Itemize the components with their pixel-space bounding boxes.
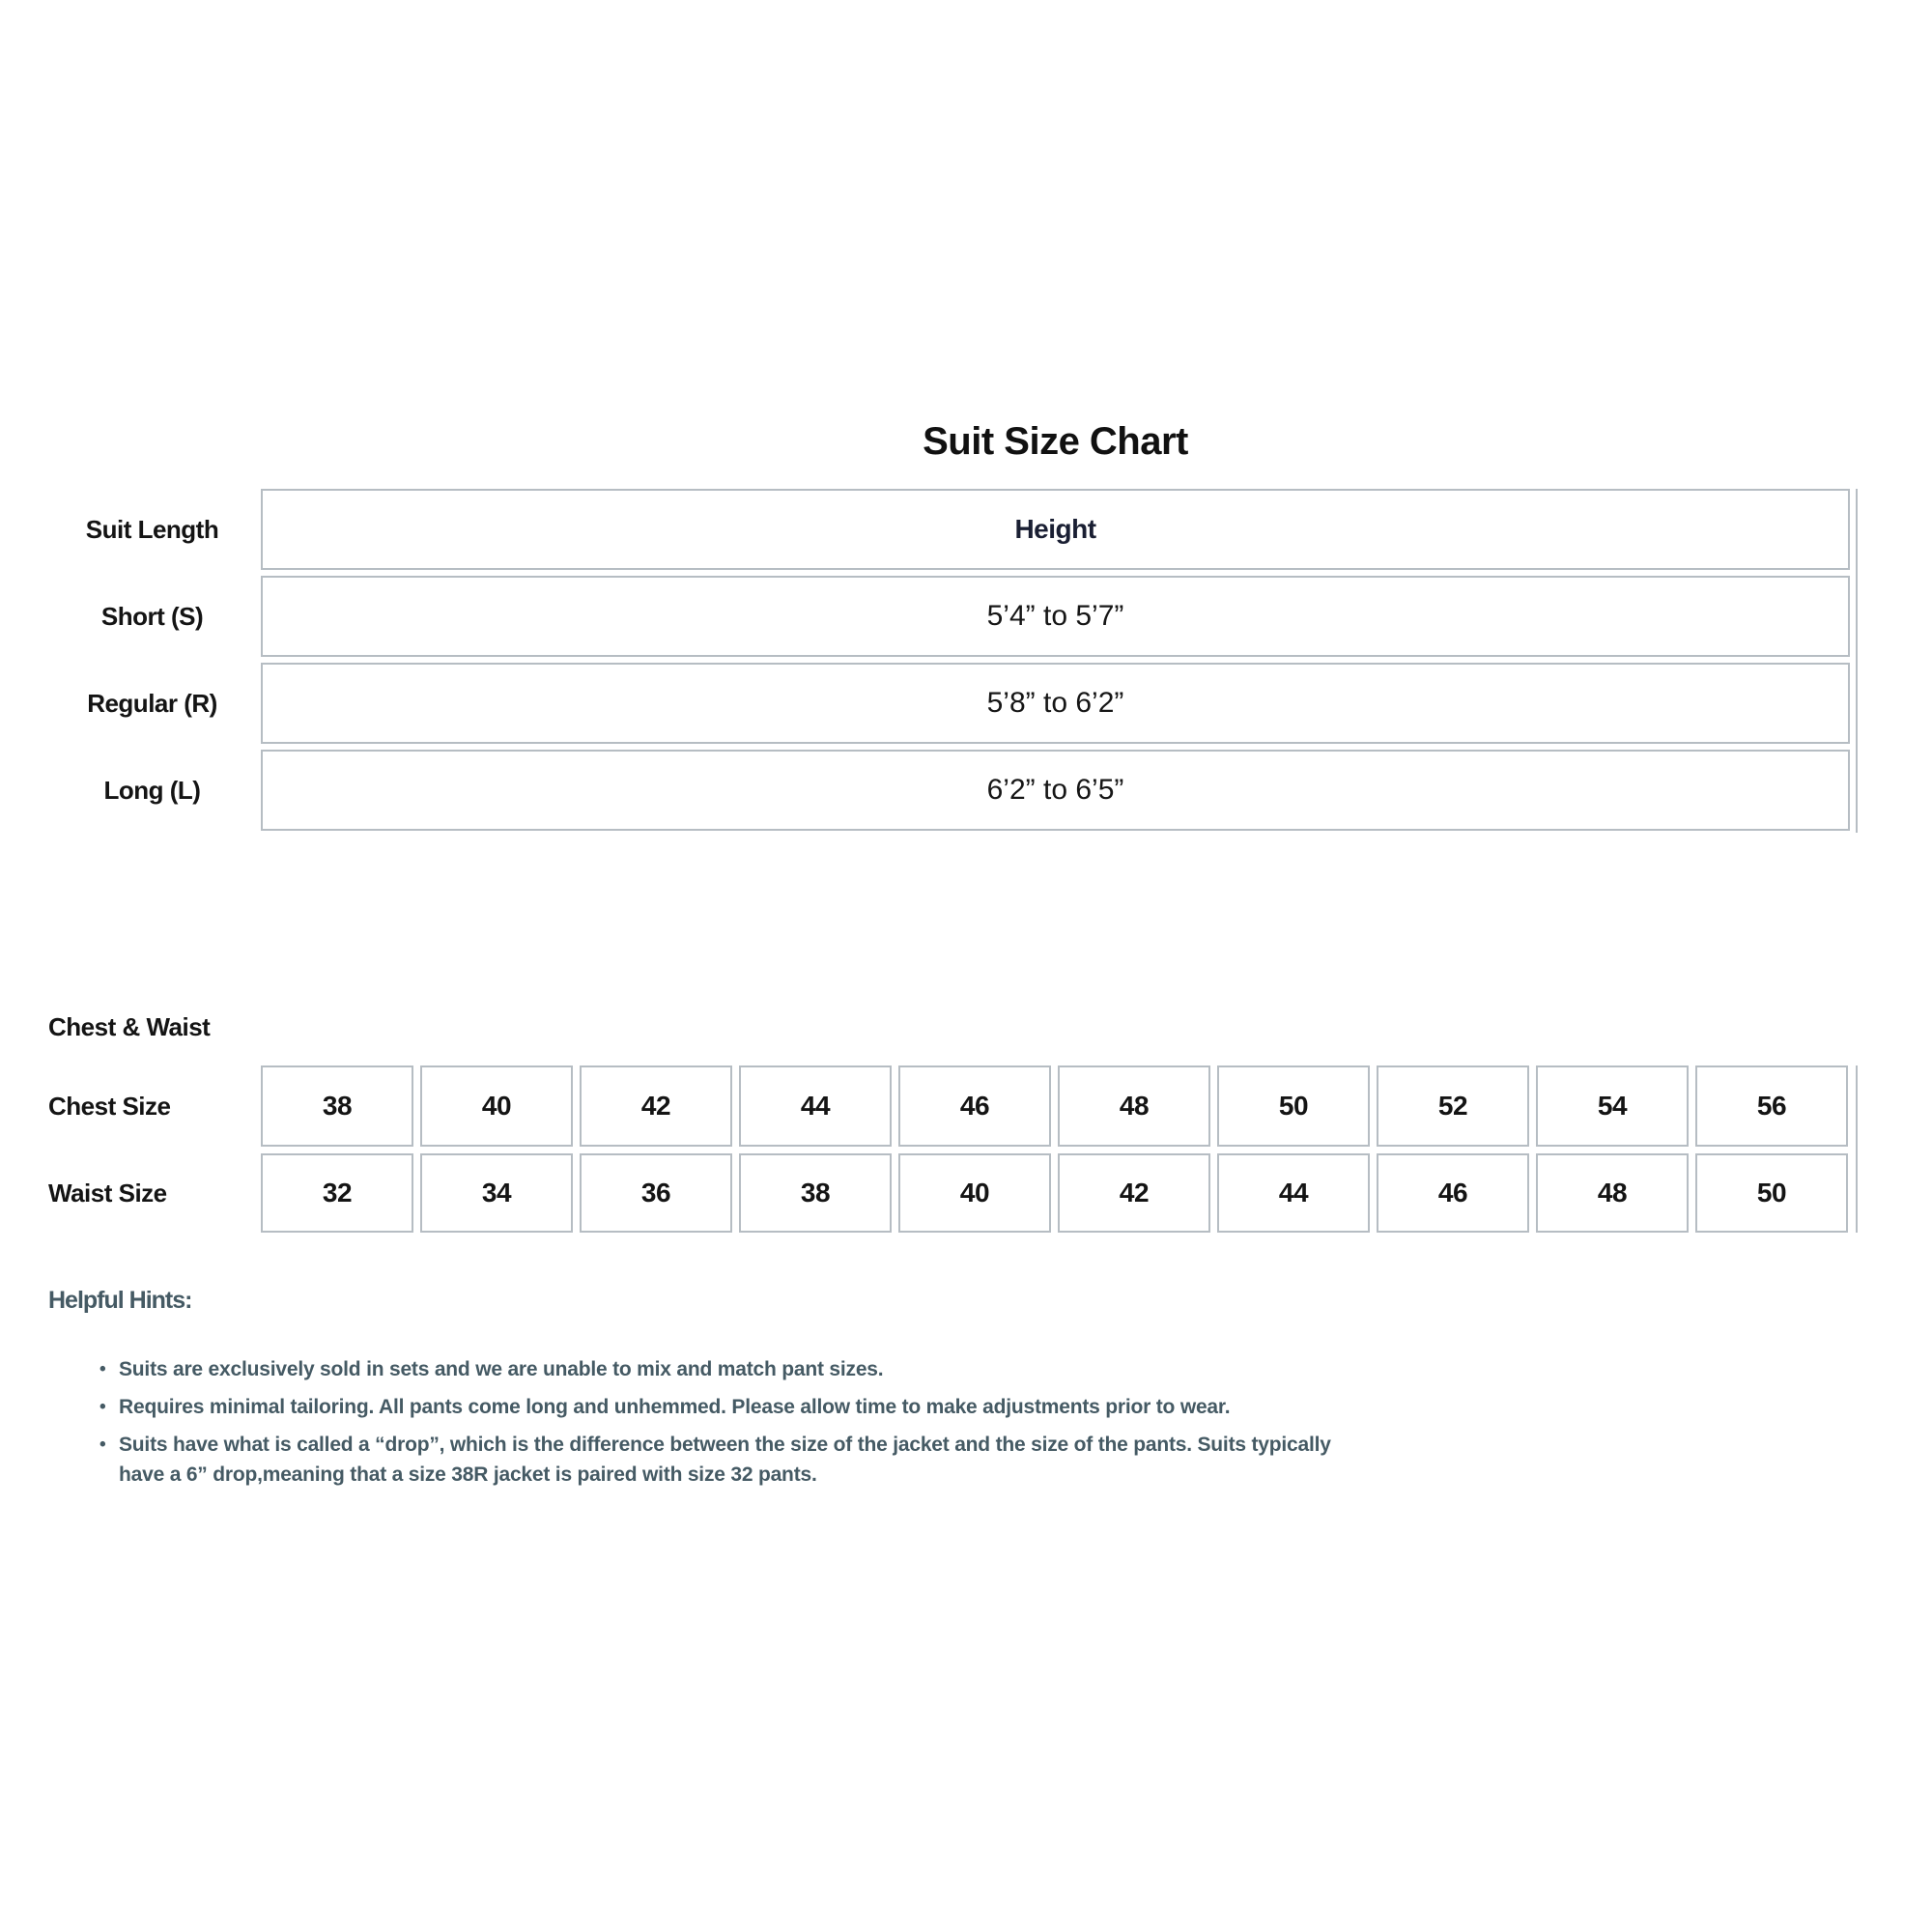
hint-text: Suits have what is called a “drop”, which is the difference between the size of the jacket and the size of the pants. Suits typically [119,1434,1331,1456]
bullet-icon: • [99,1359,106,1379]
chest-size-cell: 38 [261,1065,413,1147]
row-label-short: Short (S) [100,601,204,631]
chest-size-cell: 44 [739,1065,892,1147]
chest-size-cell: 42 [580,1065,732,1147]
row-label-regular: Regular (R) [87,688,217,718]
height-range-short: 5’4” to 5’7” [986,600,1124,632]
height-column-header: Height [1014,514,1096,544]
page-title: Suit Size Chart [923,420,1188,463]
waist-size-cell: 32 [261,1153,413,1233]
table-row-short [261,576,1850,657]
waist-size-cell: 40 [898,1153,1051,1233]
chest-size-cell: 54 [1536,1065,1689,1147]
chest-size-cell: 50 [1217,1065,1370,1147]
table-right-border [1856,489,1858,833]
hint-text: have a 6” drop,meaning that a size 38R jacket is paired with size 32 pants. [119,1463,817,1486]
waist-size-row-label: Waist Size [48,1178,167,1208]
waist-size-cell: 38 [739,1153,892,1233]
helpful-hints-heading: Helpful Hints: [48,1287,192,1314]
waist-size-cell: 46 [1377,1153,1529,1233]
chest-size-cell: 46 [898,1065,1051,1147]
chest-waist-section-label: Chest & Waist [48,1012,211,1041]
chest-size-cell: 52 [1377,1065,1529,1147]
table-row-regular [261,663,1850,744]
waist-size-cell: 36 [580,1153,732,1233]
waist-size-cell: 34 [420,1153,573,1233]
chest-size-row [261,1065,1857,1147]
hint-text: Suits are exclusively sold in sets and we are unable to mix and match pant sizes. [119,1358,884,1380]
waist-size-row [261,1153,1857,1233]
hint-item [99,1354,1645,1384]
waist-size-cell: 50 [1695,1153,1848,1233]
row-label-long: Long (L) [103,775,201,805]
height-range-long: 6’2” to 6’5” [986,774,1124,806]
bullet-icon: • [99,1397,106,1417]
bullet-icon: • [99,1435,106,1455]
suit-length-header-label: Suit Length [85,514,219,544]
table-row-height-header [261,489,1850,570]
chest-size-cell: 48 [1058,1065,1210,1147]
waist-size-cell: 48 [1536,1153,1689,1233]
hint-item [99,1392,1645,1422]
waist-size-cell: 42 [1058,1153,1210,1233]
hint-text: Requires minimal tailoring. All pants come long and unhemmed. Please allow time to make adjustments prior to wear. [119,1396,1231,1418]
table-row-long [261,750,1850,831]
hint-item [99,1430,1645,1490]
waist-size-cell: 44 [1217,1153,1370,1233]
chest-size-cell: 40 [420,1065,573,1147]
chest-size-cell: 56 [1695,1065,1848,1147]
chest-waist-right-border [1856,1065,1858,1233]
chest-size-row-label: Chest Size [48,1091,171,1121]
helpful-hints-list [99,1354,1645,1497]
height-range-regular: 5’8” to 6’2” [986,687,1124,719]
